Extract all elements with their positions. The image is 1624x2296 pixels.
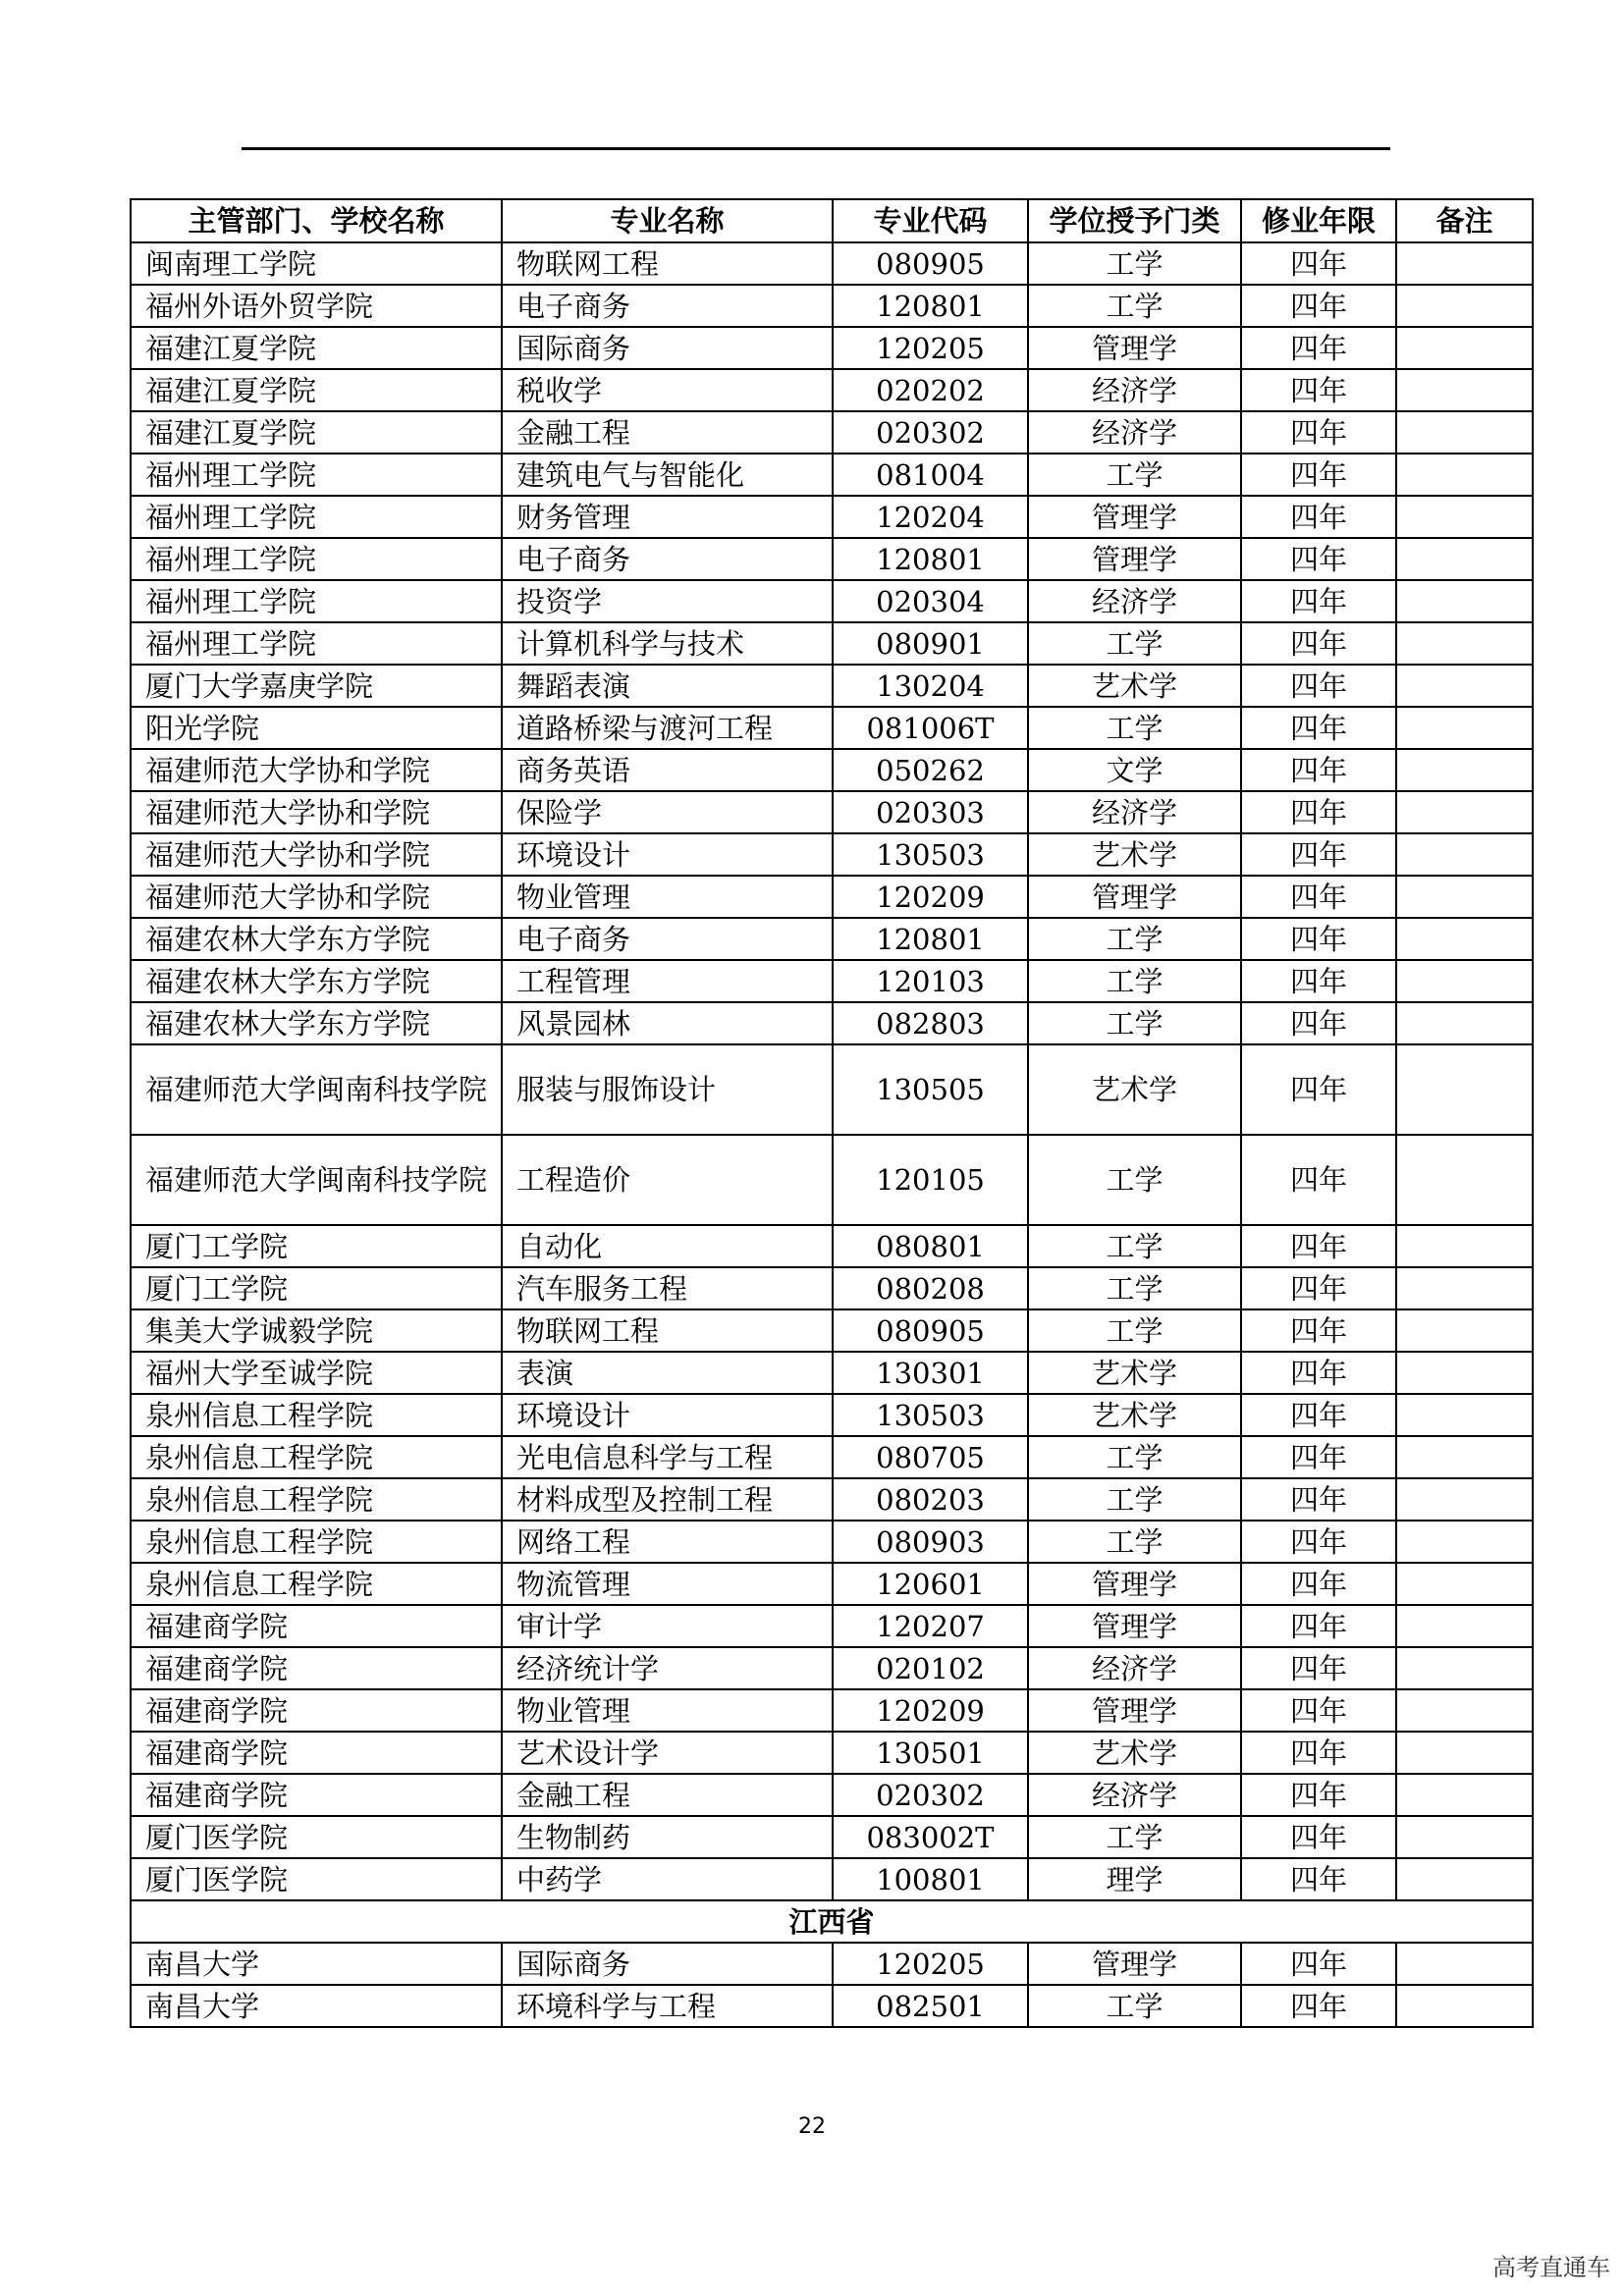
cell-major: 物联网工程 — [502, 1309, 833, 1352]
table-row — [131, 1858, 1533, 1900]
cell-note — [1396, 1647, 1533, 1689]
cell-note — [1396, 1135, 1533, 1225]
cell-school: 福建师范大学闽南科技学院 — [131, 1135, 502, 1225]
cell-years: 四年 — [1241, 285, 1396, 327]
table-row — [131, 1267, 1533, 1309]
cell-code: 080903 — [833, 1521, 1028, 1563]
table-body — [131, 242, 1533, 2027]
cell-school: 福建师范大学协和学院 — [131, 876, 502, 918]
cell-code: 120209 — [833, 876, 1028, 918]
cell-note — [1396, 1816, 1533, 1858]
cell-note — [1396, 580, 1533, 622]
cell-note — [1396, 1943, 1533, 1985]
cell-school: 福州理工学院 — [131, 622, 502, 665]
table-row — [131, 1816, 1533, 1858]
cell-code: 020302 — [833, 1774, 1028, 1816]
cell-degree: 管理学 — [1028, 1605, 1241, 1647]
table-header-row — [131, 199, 1533, 242]
cell-code: 120801 — [833, 538, 1028, 580]
cell-major: 汽车服务工程 — [502, 1267, 833, 1309]
cell-school: 泉州信息工程学院 — [131, 1563, 502, 1605]
cell-major: 经济统计学 — [502, 1647, 833, 1689]
table-row — [131, 1943, 1533, 1985]
cell-major: 国际商务 — [502, 1943, 833, 1985]
cell-major: 生物制药 — [502, 1816, 833, 1858]
cell-school: 福建商学院 — [131, 1647, 502, 1689]
cell-years: 四年 — [1241, 960, 1396, 1002]
cell-years: 四年 — [1241, 876, 1396, 918]
cell-years: 四年 — [1241, 622, 1396, 665]
table-row — [131, 1563, 1533, 1605]
cell-code: 120204 — [833, 496, 1028, 538]
cell-years: 四年 — [1241, 327, 1396, 369]
cell-major: 道路桥梁与渡河工程 — [502, 707, 833, 749]
cell-code: 080905 — [833, 1309, 1028, 1352]
table-row — [131, 1436, 1533, 1478]
cell-major: 金融工程 — [502, 411, 833, 454]
table-row — [131, 538, 1533, 580]
cell-degree: 艺术学 — [1028, 1732, 1241, 1774]
cell-major: 投资学 — [502, 580, 833, 622]
cell-school: 福建师范大学协和学院 — [131, 833, 502, 876]
watermark: 高考直通车 — [1492, 2254, 1610, 2281]
cell-years: 四年 — [1241, 1267, 1396, 1309]
cell-major: 国际商务 — [502, 327, 833, 369]
cell-code: 120209 — [833, 1689, 1028, 1732]
cell-major: 材料成型及控制工程 — [502, 1478, 833, 1521]
cell-school: 阳光学院 — [131, 707, 502, 749]
cell-note — [1396, 496, 1533, 538]
cell-major: 工程管理 — [502, 960, 833, 1002]
cell-school: 厦门工学院 — [131, 1267, 502, 1309]
cell-note — [1396, 1858, 1533, 1900]
cell-code: 083002T — [833, 1816, 1028, 1858]
cell-degree: 工学 — [1028, 622, 1241, 665]
cell-years: 四年 — [1241, 1563, 1396, 1605]
cell-major: 风景园林 — [502, 1002, 833, 1044]
cell-note — [1396, 960, 1533, 1002]
cell-note — [1396, 327, 1533, 369]
cell-years: 四年 — [1241, 1394, 1396, 1436]
cell-school: 福建农林大学东方学院 — [131, 918, 502, 960]
cell-degree: 工学 — [1028, 1225, 1241, 1267]
cell-note — [1396, 918, 1533, 960]
cell-note — [1396, 1267, 1533, 1309]
cell-major: 保险学 — [502, 791, 833, 833]
cell-school: 福建师范大学闽南科技学院 — [131, 1044, 502, 1135]
cell-major: 电子商务 — [502, 918, 833, 960]
table-row — [131, 833, 1533, 876]
cell-code: 120205 — [833, 1943, 1028, 1985]
cell-years: 四年 — [1241, 580, 1396, 622]
cell-degree: 工学 — [1028, 707, 1241, 749]
cell-code: 020302 — [833, 411, 1028, 454]
cell-degree: 工学 — [1028, 285, 1241, 327]
cell-school: 福州理工学院 — [131, 538, 502, 580]
cell-years: 四年 — [1241, 1985, 1396, 2027]
cell-school: 福州理工学院 — [131, 580, 502, 622]
cell-major: 网络工程 — [502, 1521, 833, 1563]
cell-school: 南昌大学 — [131, 1985, 502, 2027]
table-row — [131, 1135, 1533, 1225]
cell-major: 服装与服饰设计 — [502, 1044, 833, 1135]
table-row — [131, 918, 1533, 960]
cell-note — [1396, 1394, 1533, 1436]
cell-school: 福州大学至诚学院 — [131, 1352, 502, 1394]
cell-major: 审计学 — [502, 1605, 833, 1647]
cell-code: 080801 — [833, 1225, 1028, 1267]
cell-code: 120103 — [833, 960, 1028, 1002]
cell-years: 四年 — [1241, 496, 1396, 538]
cell-years: 四年 — [1241, 1225, 1396, 1267]
cell-years: 四年 — [1241, 1647, 1396, 1689]
cell-note — [1396, 622, 1533, 665]
header-major: 专业名称 — [502, 199, 833, 242]
table-row — [131, 1605, 1533, 1647]
cell-note — [1396, 791, 1533, 833]
cell-school: 福建商学院 — [131, 1732, 502, 1774]
table-row — [131, 749, 1533, 791]
cell-note — [1396, 1002, 1533, 1044]
table-row — [131, 1394, 1533, 1436]
table-row — [131, 1044, 1533, 1135]
cell-note — [1396, 707, 1533, 749]
cell-note — [1396, 833, 1533, 876]
cell-major: 金融工程 — [502, 1774, 833, 1816]
cell-major: 物联网工程 — [502, 242, 833, 285]
cell-note — [1396, 1352, 1533, 1394]
cell-code: 081004 — [833, 454, 1028, 496]
cell-note — [1396, 411, 1533, 454]
cell-note — [1396, 1774, 1533, 1816]
cell-school: 福建江夏学院 — [131, 369, 502, 411]
cell-years: 四年 — [1241, 707, 1396, 749]
table-row — [131, 1647, 1533, 1689]
table-row — [131, 1732, 1533, 1774]
cell-major: 物业管理 — [502, 1689, 833, 1732]
cell-school: 福建商学院 — [131, 1774, 502, 1816]
cell-years: 四年 — [1241, 1689, 1396, 1732]
cell-note — [1396, 749, 1533, 791]
cell-code: 120207 — [833, 1605, 1028, 1647]
header-rule — [242, 147, 1390, 150]
cell-code: 020202 — [833, 369, 1028, 411]
cell-school: 福建商学院 — [131, 1689, 502, 1732]
cell-school: 集美大学诚毅学院 — [131, 1309, 502, 1352]
cell-code: 130501 — [833, 1732, 1028, 1774]
cell-note — [1396, 242, 1533, 285]
table-row — [131, 1002, 1533, 1044]
cell-major: 中药学 — [502, 1858, 833, 1900]
table-row — [131, 1774, 1533, 1816]
cell-years: 四年 — [1241, 1774, 1396, 1816]
table-row — [131, 1478, 1533, 1521]
cell-degree: 工学 — [1028, 1267, 1241, 1309]
table-row — [131, 1985, 1533, 2027]
cell-code: 130503 — [833, 833, 1028, 876]
cell-major: 环境设计 — [502, 833, 833, 876]
cell-school: 福州外语外贸学院 — [131, 285, 502, 327]
cell-years: 四年 — [1241, 1816, 1396, 1858]
cell-note — [1396, 1732, 1533, 1774]
cell-code: 100801 — [833, 1858, 1028, 1900]
cell-degree: 管理学 — [1028, 327, 1241, 369]
cell-school: 厦门医学院 — [131, 1816, 502, 1858]
cell-school: 福建江夏学院 — [131, 327, 502, 369]
cell-degree: 工学 — [1028, 918, 1241, 960]
cell-school: 福建师范大学协和学院 — [131, 749, 502, 791]
cell-years: 四年 — [1241, 1858, 1396, 1900]
cell-degree: 工学 — [1028, 1436, 1241, 1478]
page-number: 22 — [798, 2114, 826, 2139]
cell-years: 四年 — [1241, 1044, 1396, 1135]
cell-years: 四年 — [1241, 918, 1396, 960]
cell-code: 050262 — [833, 749, 1028, 791]
cell-years: 四年 — [1241, 1135, 1396, 1225]
cell-code: 080208 — [833, 1267, 1028, 1309]
cell-degree: 工学 — [1028, 960, 1241, 1002]
cell-major: 环境设计 — [502, 1394, 833, 1436]
table-row — [131, 665, 1533, 707]
table-row — [131, 411, 1533, 454]
header-school: 主管部门、学校名称 — [131, 199, 502, 242]
cell-code: 130503 — [833, 1394, 1028, 1436]
cell-years: 四年 — [1241, 1352, 1396, 1394]
cell-school: 泉州信息工程学院 — [131, 1521, 502, 1563]
cell-degree: 管理学 — [1028, 1943, 1241, 1985]
cell-major: 财务管理 — [502, 496, 833, 538]
cell-years: 四年 — [1241, 665, 1396, 707]
cell-school: 泉州信息工程学院 — [131, 1436, 502, 1478]
cell-years: 四年 — [1241, 242, 1396, 285]
header-degree: 学位授予门类 — [1028, 199, 1241, 242]
cell-years: 四年 — [1241, 454, 1396, 496]
cell-school: 泉州信息工程学院 — [131, 1394, 502, 1436]
province-name: 江西省 — [131, 1900, 1533, 1943]
cell-years: 四年 — [1241, 1732, 1396, 1774]
cell-code: 080901 — [833, 622, 1028, 665]
cell-note — [1396, 285, 1533, 327]
cell-degree: 工学 — [1028, 1309, 1241, 1352]
cell-note — [1396, 1985, 1533, 2027]
cell-code: 020304 — [833, 580, 1028, 622]
cell-years: 四年 — [1241, 791, 1396, 833]
cell-code: 020102 — [833, 1647, 1028, 1689]
cell-code: 081006T — [833, 707, 1028, 749]
cell-degree: 工学 — [1028, 1521, 1241, 1563]
cell-degree: 管理学 — [1028, 1563, 1241, 1605]
table-row — [131, 327, 1533, 369]
cell-degree: 管理学 — [1028, 538, 1241, 580]
cell-school: 闽南理工学院 — [131, 242, 502, 285]
cell-degree: 理学 — [1028, 1858, 1241, 1900]
cell-degree: 工学 — [1028, 1478, 1241, 1521]
cell-major: 建筑电气与智能化 — [502, 454, 833, 496]
cell-note — [1396, 454, 1533, 496]
cell-degree: 管理学 — [1028, 1689, 1241, 1732]
header-code: 专业代码 — [833, 199, 1028, 242]
cell-years: 四年 — [1241, 1002, 1396, 1044]
cell-school: 泉州信息工程学院 — [131, 1478, 502, 1521]
cell-degree: 工学 — [1028, 1002, 1241, 1044]
cell-major: 商务英语 — [502, 749, 833, 791]
cell-years: 四年 — [1241, 749, 1396, 791]
cell-degree: 经济学 — [1028, 411, 1241, 454]
cell-school: 福建商学院 — [131, 1605, 502, 1647]
cell-major: 电子商务 — [502, 285, 833, 327]
cell-degree: 经济学 — [1028, 1774, 1241, 1816]
majors-table — [130, 198, 1534, 2028]
cell-major: 工程造价 — [502, 1135, 833, 1225]
cell-code: 020303 — [833, 791, 1028, 833]
table-row — [131, 285, 1533, 327]
cell-degree: 管理学 — [1028, 496, 1241, 538]
cell-note — [1396, 1478, 1533, 1521]
cell-degree: 经济学 — [1028, 1647, 1241, 1689]
table-row — [131, 1689, 1533, 1732]
cell-degree: 经济学 — [1028, 791, 1241, 833]
cell-years: 四年 — [1241, 1436, 1396, 1478]
cell-code: 120601 — [833, 1563, 1028, 1605]
cell-code: 120205 — [833, 327, 1028, 369]
cell-school: 厦门医学院 — [131, 1858, 502, 1900]
cell-note — [1396, 1689, 1533, 1732]
cell-years: 四年 — [1241, 411, 1396, 454]
cell-major: 表演 — [502, 1352, 833, 1394]
cell-code: 120801 — [833, 285, 1028, 327]
table-row — [131, 369, 1533, 411]
cell-degree: 工学 — [1028, 1816, 1241, 1858]
cell-degree: 艺术学 — [1028, 1044, 1241, 1135]
header-years: 修业年限 — [1241, 199, 1396, 242]
cell-school: 南昌大学 — [131, 1943, 502, 1985]
table-row — [131, 1352, 1533, 1394]
cell-years: 四年 — [1241, 1478, 1396, 1521]
cell-school: 厦门工学院 — [131, 1225, 502, 1267]
table-row — [131, 876, 1533, 918]
cell-school: 福建农林大学东方学院 — [131, 1002, 502, 1044]
cell-degree: 经济学 — [1028, 580, 1241, 622]
cell-years: 四年 — [1241, 1521, 1396, 1563]
cell-years: 四年 — [1241, 1943, 1396, 1985]
header-note: 备注 — [1396, 199, 1533, 242]
cell-major: 税收学 — [502, 369, 833, 411]
cell-code: 080203 — [833, 1478, 1028, 1521]
table-row — [131, 1521, 1533, 1563]
cell-note — [1396, 369, 1533, 411]
cell-code: 120801 — [833, 918, 1028, 960]
cell-major: 光电信息科学与工程 — [502, 1436, 833, 1478]
cell-degree: 艺术学 — [1028, 665, 1241, 707]
cell-degree: 工学 — [1028, 242, 1241, 285]
cell-school: 福建农林大学东方学院 — [131, 960, 502, 1002]
cell-major: 计算机科学与技术 — [502, 622, 833, 665]
table-row — [131, 791, 1533, 833]
cell-note — [1396, 665, 1533, 707]
cell-school: 福州理工学院 — [131, 454, 502, 496]
cell-major: 环境科学与工程 — [502, 1985, 833, 2027]
cell-note — [1396, 1605, 1533, 1647]
table-row — [131, 707, 1533, 749]
cell-note — [1396, 1309, 1533, 1352]
cell-school: 厦门大学嘉庚学院 — [131, 665, 502, 707]
cell-major: 艺术设计学 — [502, 1732, 833, 1774]
cell-major: 舞蹈表演 — [502, 665, 833, 707]
cell-school: 福建师范大学协和学院 — [131, 791, 502, 833]
cell-degree: 工学 — [1028, 1985, 1241, 2027]
cell-major: 物流管理 — [502, 1563, 833, 1605]
cell-degree: 艺术学 — [1028, 833, 1241, 876]
cell-major: 物业管理 — [502, 876, 833, 918]
cell-degree: 艺术学 — [1028, 1394, 1241, 1436]
table-row — [131, 580, 1533, 622]
cell-years: 四年 — [1241, 1605, 1396, 1647]
cell-note — [1396, 1521, 1533, 1563]
cell-code: 082501 — [833, 1985, 1028, 2027]
table-row — [131, 242, 1533, 285]
cell-years: 四年 — [1241, 538, 1396, 580]
cell-code: 080905 — [833, 242, 1028, 285]
cell-note — [1396, 538, 1533, 580]
cell-note — [1396, 1044, 1533, 1135]
table-row — [131, 960, 1533, 1002]
cell-note — [1396, 1225, 1533, 1267]
table-row — [131, 454, 1533, 496]
cell-code: 120105 — [833, 1135, 1028, 1225]
province-row — [131, 1900, 1533, 1943]
table-row — [131, 1309, 1533, 1352]
cell-major: 电子商务 — [502, 538, 833, 580]
cell-note — [1396, 1436, 1533, 1478]
cell-code: 130204 — [833, 665, 1028, 707]
cell-school: 福州理工学院 — [131, 496, 502, 538]
table-row — [131, 622, 1533, 665]
cell-code: 130301 — [833, 1352, 1028, 1394]
cell-note — [1396, 876, 1533, 918]
cell-degree: 文学 — [1028, 749, 1241, 791]
cell-years: 四年 — [1241, 833, 1396, 876]
cell-major: 自动化 — [502, 1225, 833, 1267]
cell-degree: 艺术学 — [1028, 1352, 1241, 1394]
cell-degree: 经济学 — [1028, 369, 1241, 411]
cell-code: 082803 — [833, 1002, 1028, 1044]
cell-degree: 管理学 — [1028, 876, 1241, 918]
cell-degree: 工学 — [1028, 1135, 1241, 1225]
cell-years: 四年 — [1241, 369, 1396, 411]
cell-school: 福建江夏学院 — [131, 411, 502, 454]
cell-degree: 工学 — [1028, 454, 1241, 496]
cell-note — [1396, 1563, 1533, 1605]
cell-code: 080705 — [833, 1436, 1028, 1478]
table-row — [131, 1225, 1533, 1267]
cell-code: 130505 — [833, 1044, 1028, 1135]
table-row — [131, 496, 1533, 538]
cell-years: 四年 — [1241, 1309, 1396, 1352]
